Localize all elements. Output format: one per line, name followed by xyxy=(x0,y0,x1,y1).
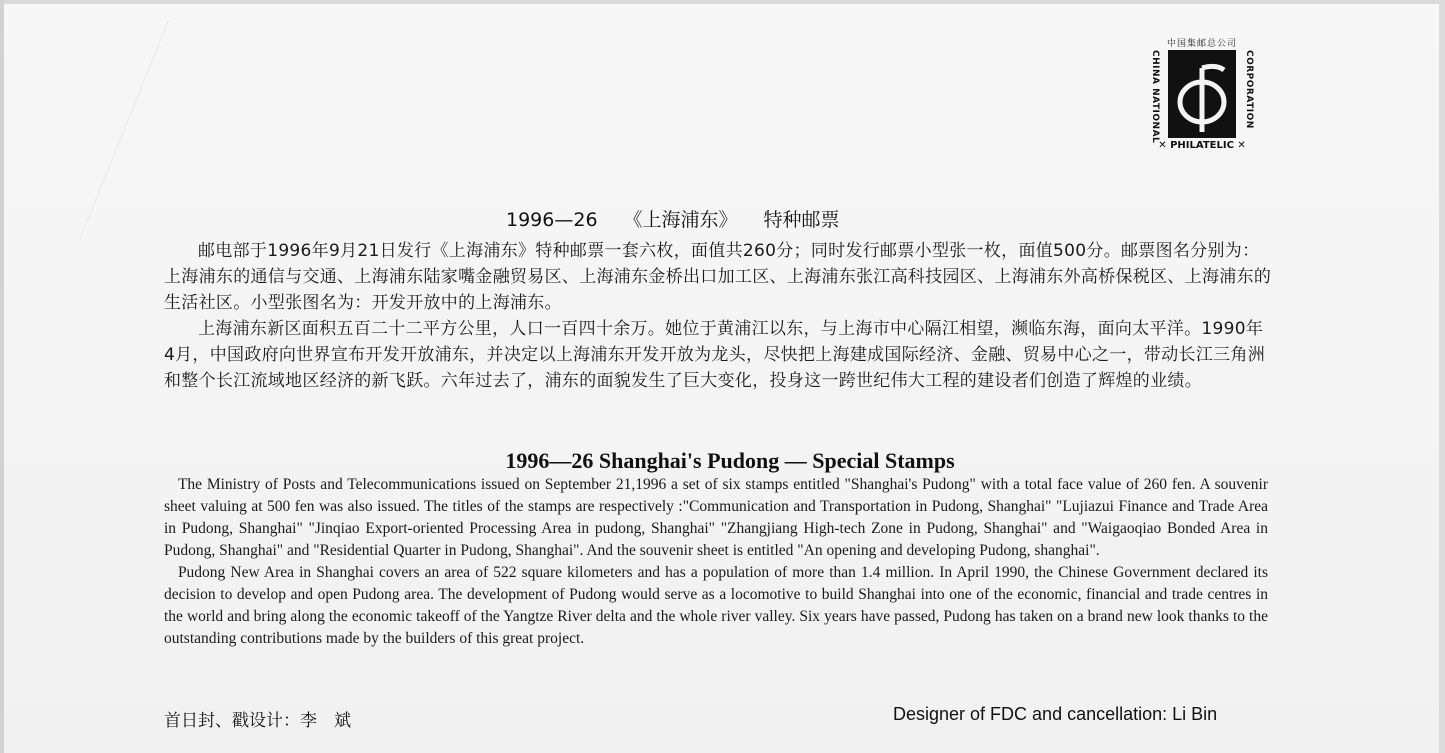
logo-right-text: CORPORATION xyxy=(1244,50,1254,129)
english-paragraph-1: The Ministry of Posts and Telecommunications issued on September 21,1996 a set of six stamps entitled "Shanghai's Pudong" with a total face value of 260 fen. A souvenir sheet valuing at 500 fen was also issued. The titles of the stamps are respectively :"Communication and Transportation in Pudong, Shanghai" "Lujiazui Finance and Trade Area in Pudong, Shanghai" "Jinqiao Export-oriented Processing Area in pudong, Shanghai" "Zhangjiang High-tech Zone in Pudong, Shanghai" and "Waigaoqiao Bonded Area in Pudong, Shanghai" and "Residential Quarter in Pudong, Shanghai". And the souvenir sheet is entitled "An opening and developing Pudong, shanghai". xyxy=(164,476,1268,559)
chinese-paragraph-2: 上海浦东新区面积五百二十二平方公里，人口一百四十余万。她位于黄浦江以东，与上海市中心隔江相望，濒临东海，面向太平洋。1990年4月，中国政府向世界宣布开发开放浦东，并决定以上海浦东开发开放为龙头，尽快把上海建成国际经济、金融、贸易中心之一，带动长江三角洲和整个长江流域地区经济的新飞跃。六年过去了，浦东的面貌发生了巨大变化，投身这一跨世纪伟大工程的建设者们创造了辉煌的业绩。 xyxy=(164,319,1266,391)
english-title: 1996—26 Shanghai's Pudong — Special Stamps xyxy=(505,448,955,473)
phi-emblem-icon xyxy=(1168,50,1236,138)
english-description xyxy=(164,474,1268,650)
envelope-top-edge xyxy=(0,0,1445,4)
chinese-title-number: 1996—26 xyxy=(506,209,598,231)
logo-bottom-text: ✕ PHILATELIC ✕ xyxy=(1158,140,1246,151)
english-paragraph-2: Pudong New Area in Shanghai covers an area of 522 square kilometers and has a population of more than 1.4 million. In April 1990, the Chinese Government declared its decision to develop and open Pudong area. The development of Pudong would serve as a locomotive to build Shanghai into one of the economic, financial and trade centres in the world and bring along the economic takeoff of the Yangtze River delta and the whole river valley. Six years have passed, Pudong has taken on a brand new look thanks to the outstanding contributions made by the builders of this great project. xyxy=(164,564,1268,647)
logo-emblem xyxy=(1168,50,1236,138)
envelope-right-edge xyxy=(1439,0,1445,753)
logo-chinese-name: 中国集邮总公司 xyxy=(1166,39,1237,49)
philatelic-corporation-logo xyxy=(1148,36,1258,158)
envelope-flap-crease xyxy=(0,20,169,240)
chinese-paragraph-1: 邮电部于1996年9月21日发行《上海浦东》特种邮票一套六枚，面值共260分；同时发行邮票小型张一枚，面值500分。邮票图名分别为：上海浦东的通信与交通、上海浦东陆家嘴金融贸易区、上海浦东金桥出口加工区、上海浦东张江高科技园区、上海浦东外高桥保税区、上海浦东的生活社区。小型张图名为：开发开放中的上海浦东。 xyxy=(164,241,1272,313)
english-designer-credit: Designer of FDC and cancellation: Li Bin xyxy=(893,704,1218,724)
chinese-description xyxy=(164,238,1274,394)
logo-bottom-label: PHILATELIC xyxy=(1170,140,1234,151)
chinese-title-name: 《上海浦东》 xyxy=(623,209,738,231)
chinese-title xyxy=(506,205,866,232)
chinese-designer-credit: 首日封、戳设计：李 斌 xyxy=(164,711,351,731)
chinese-title-type: 特种邮票 xyxy=(763,209,840,231)
logo-left-text: CHINA NATIONAL xyxy=(1150,50,1160,144)
